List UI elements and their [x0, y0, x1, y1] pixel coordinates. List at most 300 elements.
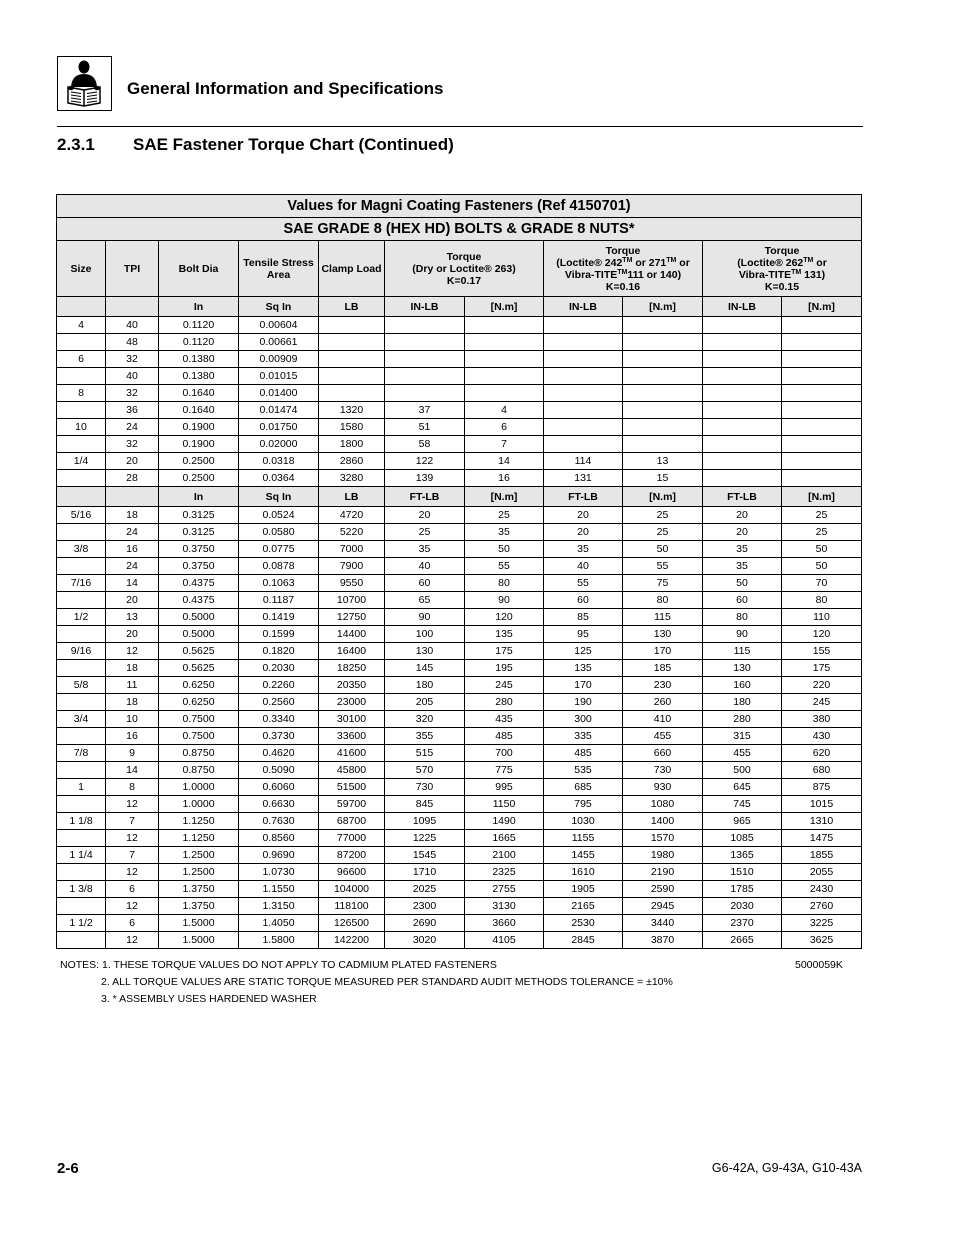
table-cell: 0.8560 [239, 830, 319, 847]
table-row [57, 351, 862, 368]
table-cell [623, 334, 703, 351]
table-cell: 28 [106, 470, 159, 487]
table-cell [57, 728, 106, 745]
table-cell: 1 1/2 [57, 915, 106, 932]
table-cell [782, 385, 862, 402]
table-cell: 35 [703, 558, 782, 575]
table-cell: 55 [623, 558, 703, 575]
table-cell: 32 [106, 385, 159, 402]
table-cell: 130 [623, 626, 703, 643]
table-cell: 0.5625 [159, 660, 239, 677]
table-cell: 20 [544, 507, 623, 524]
model-list: G6-42A, G9-43A, G10-43A [711, 1161, 862, 1175]
table-row [57, 626, 862, 643]
table-cell: 36 [106, 402, 159, 419]
table-cell [782, 368, 862, 385]
table-cell [782, 402, 862, 419]
unit-cell [57, 297, 106, 317]
table-cell: 40 [106, 317, 159, 334]
table-cell: 0.0775 [239, 541, 319, 558]
table-cell: 170 [623, 643, 703, 660]
table-cell: 1150 [465, 796, 544, 813]
col-header-torque-262: Torque (Loctite® 262™ or Vibra-TITE™ 131) K=0.15 [703, 241, 862, 297]
table-cell [623, 368, 703, 385]
unit-cell: LB [319, 487, 385, 507]
table-cell [319, 368, 385, 385]
table-cell: 0.3730 [239, 728, 319, 745]
table-cell: 0.8750 [159, 745, 239, 762]
table-cell: 570 [385, 762, 465, 779]
table-cell: 845 [385, 796, 465, 813]
table-cell: 0.2030 [239, 660, 319, 677]
table-cell: 11 [106, 677, 159, 694]
table-cell [623, 385, 703, 402]
table-cell: 0.5000 [159, 626, 239, 643]
document-code: 5000059K [795, 959, 843, 971]
table-cell: 0.5625 [159, 643, 239, 660]
table-cell [465, 385, 544, 402]
table-cell: 30100 [319, 711, 385, 728]
table-cell [544, 334, 623, 351]
table-cell: 110 [782, 609, 862, 626]
table-cell: 7/8 [57, 745, 106, 762]
note-3: 3. * ASSEMBLY USES HARDENED WASHER [101, 993, 317, 1005]
units-row [57, 297, 862, 317]
table-cell: 245 [465, 677, 544, 694]
table-cell: 1.3750 [159, 881, 239, 898]
unit-cell: FT-LB [544, 487, 623, 507]
table-cell: 190 [544, 694, 623, 711]
table-cell: 4 [465, 402, 544, 419]
table-cell: 2025 [385, 881, 465, 898]
table-cell: 2300 [385, 898, 465, 915]
table-row [57, 470, 862, 487]
table-cell: 24 [106, 419, 159, 436]
table-cell: 0.1900 [159, 419, 239, 436]
table-cell: 100 [385, 626, 465, 643]
table-cell [623, 436, 703, 453]
table-cell: 1.0000 [159, 796, 239, 813]
table-cell [57, 368, 106, 385]
table-cell: 2860 [319, 453, 385, 470]
table-cell: 5/16 [57, 507, 106, 524]
table-cell: 25 [782, 524, 862, 541]
table-cell [57, 864, 106, 881]
table-cell: 0.3125 [159, 507, 239, 524]
table-cell: 9 [106, 745, 159, 762]
table-row [57, 368, 862, 385]
table-cell: 245 [782, 694, 862, 711]
table-cell: 500 [703, 762, 782, 779]
table-cell: 104000 [319, 881, 385, 898]
table-cell: 1800 [319, 436, 385, 453]
table-cell [465, 351, 544, 368]
table-cell: 685 [544, 779, 623, 796]
table-cell: 96600 [319, 864, 385, 881]
table-cell: 1855 [782, 847, 862, 864]
table-row [57, 453, 862, 470]
table-cell: 41600 [319, 745, 385, 762]
table-cell: 175 [782, 660, 862, 677]
table-cell: 3280 [319, 470, 385, 487]
table-cell: 455 [703, 745, 782, 762]
table-cell [623, 402, 703, 419]
table-cell: 965 [703, 813, 782, 830]
table-cell [57, 470, 106, 487]
table-cell [57, 898, 106, 915]
table-cell: 1365 [703, 847, 782, 864]
table-cell: 485 [544, 745, 623, 762]
table-cell: 0.1599 [239, 626, 319, 643]
table-cell: 0.0878 [239, 558, 319, 575]
table-row [57, 592, 862, 609]
table-cell: 0.2500 [159, 453, 239, 470]
table-row [57, 385, 862, 402]
table-cell [465, 317, 544, 334]
table-cell [385, 317, 465, 334]
table-cell: 1665 [465, 830, 544, 847]
table-cell: 7/16 [57, 575, 106, 592]
table-band-subtitle: SAE GRADE 8 (HEX HD) BOLTS & GRADE 8 NUTS* [57, 218, 862, 241]
table-cell: 6 [465, 419, 544, 436]
table-cell [57, 694, 106, 711]
table-cell [465, 334, 544, 351]
table-cell: 3/4 [57, 711, 106, 728]
table-cell: 0.3750 [159, 541, 239, 558]
table-cell: 1580 [319, 419, 385, 436]
table-cell: 0.01474 [239, 402, 319, 419]
table-cell: 118100 [319, 898, 385, 915]
table-cell: 0.3340 [239, 711, 319, 728]
units-row [57, 487, 862, 507]
table-cell: 1225 [385, 830, 465, 847]
table-cell: 7 [106, 813, 159, 830]
table-cell: 1570 [623, 830, 703, 847]
table-cell: 995 [465, 779, 544, 796]
table-cell: 12750 [319, 609, 385, 626]
table-cell [57, 932, 106, 949]
table-row [57, 419, 862, 436]
table-cell: 130 [385, 643, 465, 660]
table-cell [319, 334, 385, 351]
table-cell: 1.0000 [159, 779, 239, 796]
table-cell: 2100 [465, 847, 544, 864]
table-cell: 139 [385, 470, 465, 487]
table-cell: 32 [106, 351, 159, 368]
table-cell: 12 [106, 932, 159, 949]
table-cell: 195 [465, 660, 544, 677]
table-row [57, 881, 862, 898]
unit-cell [57, 487, 106, 507]
unit-cell: IN-LB [544, 297, 623, 317]
table-row [57, 847, 862, 864]
table-cell: 48 [106, 334, 159, 351]
table-cell: 180 [703, 694, 782, 711]
table-cell: 65 [385, 592, 465, 609]
table-cell: 775 [465, 762, 544, 779]
table-cell: 51500 [319, 779, 385, 796]
table-cell: 8 [106, 779, 159, 796]
table-cell [544, 419, 623, 436]
table-cell: 95 [544, 626, 623, 643]
table-cell: 60 [703, 592, 782, 609]
table-cell: 130 [703, 660, 782, 677]
table-cell: 12 [106, 830, 159, 847]
table-row [57, 745, 862, 762]
table-row [57, 575, 862, 592]
table-cell: 1.1250 [159, 813, 239, 830]
table-cell: 795 [544, 796, 623, 813]
table-cell: 335 [544, 728, 623, 745]
table-cell: 90 [465, 592, 544, 609]
table-cell: 12 [106, 864, 159, 881]
table-cell: 410 [623, 711, 703, 728]
unit-cell: [N.m] [782, 297, 862, 317]
table-cell: 35 [465, 524, 544, 541]
table-row [57, 402, 862, 419]
table-cell [57, 762, 106, 779]
notes [60, 957, 673, 1008]
table-cell: 0.0580 [239, 524, 319, 541]
table-cell [57, 334, 106, 351]
table-cell: 6 [57, 351, 106, 368]
table-cell: 1.3750 [159, 898, 239, 915]
table-cell: 0.4375 [159, 575, 239, 592]
table-cell: 1905 [544, 881, 623, 898]
table-cell: 20 [385, 507, 465, 524]
table-cell: 280 [703, 711, 782, 728]
table-cell: 20 [106, 592, 159, 609]
table-cell [544, 385, 623, 402]
table-row [57, 558, 862, 575]
table-cell: 3130 [465, 898, 544, 915]
table-cell: 12 [106, 898, 159, 915]
table-cell: 40 [385, 558, 465, 575]
table-cell: 40 [544, 558, 623, 575]
table-cell [57, 660, 106, 677]
table-cell: 0.9690 [239, 847, 319, 864]
table-cell: 1610 [544, 864, 623, 881]
table-cell: 455 [623, 728, 703, 745]
table-cell: 535 [544, 762, 623, 779]
table-cell: 1545 [385, 847, 465, 864]
table-cell: 485 [465, 728, 544, 745]
unit-cell: [N.m] [623, 487, 703, 507]
table-row [57, 830, 862, 847]
table-cell: 0.4620 [239, 745, 319, 762]
table-cell: 33600 [319, 728, 385, 745]
table-cell: 2590 [623, 881, 703, 898]
table-cell: 185 [623, 660, 703, 677]
table-cell: 5/8 [57, 677, 106, 694]
unit-cell: [N.m] [782, 487, 862, 507]
table-cell: 0.1900 [159, 436, 239, 453]
table-cell: 68700 [319, 813, 385, 830]
table-cell: 435 [465, 711, 544, 728]
table-cell: 9550 [319, 575, 385, 592]
table-cell: 16 [106, 728, 159, 745]
table-cell [544, 368, 623, 385]
table-cell: 50 [782, 541, 862, 558]
table-cell: 16 [106, 541, 159, 558]
unit-cell: In [159, 297, 239, 317]
table-row [57, 779, 862, 796]
table-cell: 2945 [623, 898, 703, 915]
table-cell: 0.1380 [159, 368, 239, 385]
table-cell [57, 402, 106, 419]
table-cell [465, 368, 544, 385]
table-cell: 7 [465, 436, 544, 453]
table-cell: 20 [544, 524, 623, 541]
table-cell [782, 470, 862, 487]
table-cell: 2325 [465, 864, 544, 881]
table-cell: 1155 [544, 830, 623, 847]
table-cell: 1030 [544, 813, 623, 830]
table-cell: 1785 [703, 881, 782, 898]
table-cell: 135 [544, 660, 623, 677]
table-cell [319, 351, 385, 368]
page-number: 2-6 [57, 1160, 79, 1177]
table-cell: 120 [782, 626, 862, 643]
table-cell: 32 [106, 436, 159, 453]
table-cell: 25 [465, 507, 544, 524]
table-cell: 45800 [319, 762, 385, 779]
table-cell: 90 [385, 609, 465, 626]
table-cell: 380 [782, 711, 862, 728]
table-cell: 50 [782, 558, 862, 575]
table-cell: 14 [106, 575, 159, 592]
table-cell: 10700 [319, 592, 385, 609]
table-cell: 4720 [319, 507, 385, 524]
col-header-tpi: TPI [106, 241, 159, 297]
table-cell: 1.2500 [159, 847, 239, 864]
table-cell: 0.1640 [159, 385, 239, 402]
table-cell [782, 419, 862, 436]
table-cell: 2665 [703, 932, 782, 949]
table-cell: 20 [106, 453, 159, 470]
table-cell: 515 [385, 745, 465, 762]
table-cell: 115 [703, 643, 782, 660]
table-cell: 50 [703, 575, 782, 592]
table-cell: 80 [782, 592, 862, 609]
unit-cell: IN-LB [385, 297, 465, 317]
table-cell: 35 [544, 541, 623, 558]
table-cell: 87200 [319, 847, 385, 864]
table-cell: 3020 [385, 932, 465, 949]
table-cell [782, 351, 862, 368]
table-cell: 2845 [544, 932, 623, 949]
unit-cell: [N.m] [623, 297, 703, 317]
table-cell: 430 [782, 728, 862, 745]
table-cell: 142200 [319, 932, 385, 949]
table-cell: 90 [703, 626, 782, 643]
table-row [57, 541, 862, 558]
table-cell: 2690 [385, 915, 465, 932]
table-cell: 1 1/8 [57, 813, 106, 830]
table-cell: 0.3125 [159, 524, 239, 541]
table-cell: 0.02000 [239, 436, 319, 453]
table-cell: 2030 [703, 898, 782, 915]
table-cell: 3625 [782, 932, 862, 949]
table-cell: 1475 [782, 830, 862, 847]
table-cell: 1 3/8 [57, 881, 106, 898]
table-cell: 0.7630 [239, 813, 319, 830]
table-cell: 59700 [319, 796, 385, 813]
table-cell: 35 [703, 541, 782, 558]
unit-cell [106, 487, 159, 507]
table-cell: 170 [544, 677, 623, 694]
table-cell: 0.1820 [239, 643, 319, 660]
table-cell: 12 [106, 796, 159, 813]
table-cell: 3/8 [57, 541, 106, 558]
table-cell: 37 [385, 402, 465, 419]
table-cell: 14 [465, 453, 544, 470]
table-cell: 355 [385, 728, 465, 745]
table-cell: 205 [385, 694, 465, 711]
table-cell: 180 [385, 677, 465, 694]
table-cell: 0.1063 [239, 575, 319, 592]
table-cell: 85 [544, 609, 623, 626]
table-cell: 2370 [703, 915, 782, 932]
table-cell: 12 [106, 643, 159, 660]
unit-cell: FT-LB [703, 487, 782, 507]
table-cell: 1015 [782, 796, 862, 813]
table-cell: 80 [703, 609, 782, 626]
col-header-size: Size [57, 241, 106, 297]
table-row [57, 864, 862, 881]
table-cell: 2165 [544, 898, 623, 915]
table-cell: 3660 [465, 915, 544, 932]
table-cell: 20350 [319, 677, 385, 694]
table-cell: 155 [782, 643, 862, 660]
table-cell: 20 [106, 626, 159, 643]
table-cell [782, 436, 862, 453]
table-cell: 7900 [319, 558, 385, 575]
table-row [57, 660, 862, 677]
table-row [57, 507, 862, 524]
table-cell: 120 [465, 609, 544, 626]
table-cell: 1455 [544, 847, 623, 864]
table-cell: 122 [385, 453, 465, 470]
table-cell [703, 470, 782, 487]
table-cell: 51 [385, 419, 465, 436]
note-2: 2. ALL TORQUE VALUES ARE STATIC TORQUE MEASURED PER STANDARD AUDIT METHODS TOLERANCE = ±10% [101, 976, 673, 988]
table-cell: 55 [465, 558, 544, 575]
unit-cell: FT-LB [385, 487, 465, 507]
table-cell [57, 830, 106, 847]
table-cell [385, 351, 465, 368]
table-cell: 60 [544, 592, 623, 609]
table-cell: 230 [623, 677, 703, 694]
table-row [57, 609, 862, 626]
table-cell: 5220 [319, 524, 385, 541]
table-cell: 730 [623, 762, 703, 779]
table-cell: 6 [106, 881, 159, 898]
table-cell: 1.1550 [239, 881, 319, 898]
table-cell: 8 [57, 385, 106, 402]
table-cell: 1320 [319, 402, 385, 419]
note-1: NOTES: 1. THESE TORQUE VALUES DO NOT APPLY TO CADMIUM PLATED FASTENERS [60, 959, 497, 971]
table-row [57, 524, 862, 541]
col-header-bolt-dia: Bolt Dia [159, 241, 239, 297]
table-cell: 1080 [623, 796, 703, 813]
table-cell: 1 [57, 779, 106, 796]
table-cell: 0.01400 [239, 385, 319, 402]
table-cell: 114 [544, 453, 623, 470]
table-cell: 660 [623, 745, 703, 762]
table-row [57, 694, 862, 711]
table-cell: 16 [465, 470, 544, 487]
